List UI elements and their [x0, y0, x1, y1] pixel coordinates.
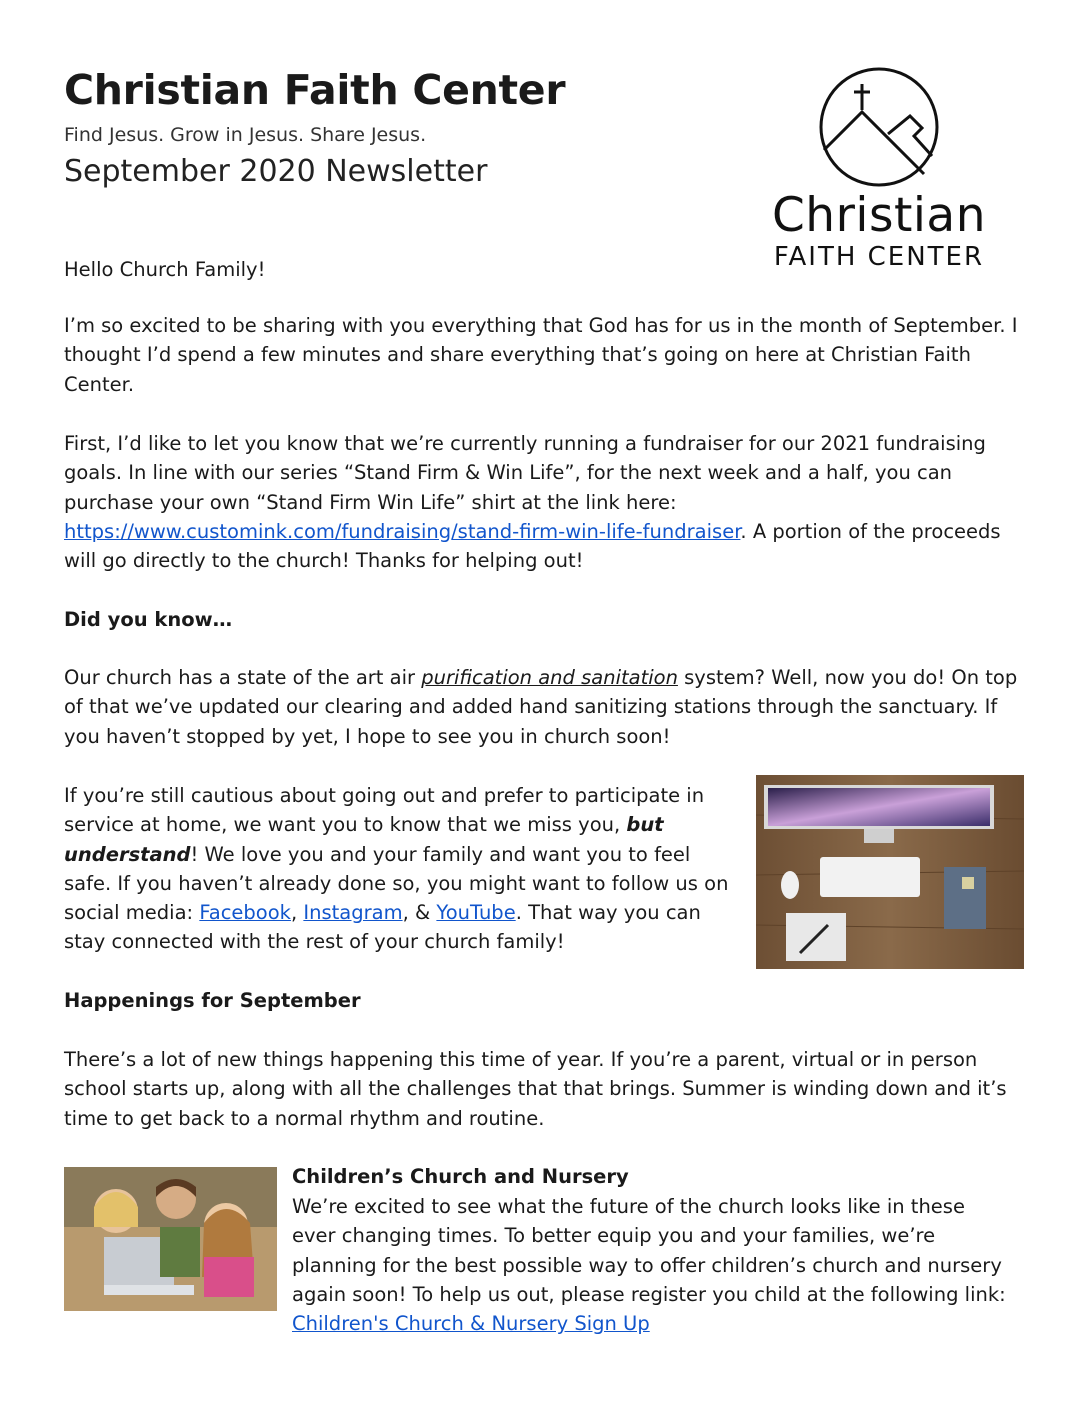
purification-paragraph: [64, 663, 1024, 751]
mountain-cross-icon: [814, 62, 944, 192]
logo-subtitle: FAITH CENTER: [773, 242, 985, 272]
purification-after: system? Well, now you do! On top of that we’ve updated our clearing and added hand sanitizing stations through the sanctuary. If you haven’t stopped by yet, I hope to see you in church soon!: [64, 666, 1018, 748]
cautious-after: . That way you can stay connected with the rest of your church family!: [64, 901, 701, 954]
fundraiser-text: First, I’d like to let you know that we’re currently running a fundraiser for our 2021 fundraising goals. In line with our series “Stand Firm & Win Life”, for the next week and a half, you can purchase your own “Stand Firm Win Life” shirt at the link here:: [64, 432, 986, 514]
church-logo: [748, 62, 1010, 276]
purification-emphasis: purification and sanitation: [421, 666, 678, 689]
intro-paragraph: I’m so excited to be sharing with you everything that God has for us in the month of September. I thought I’d spend a few minutes and share everything that’s going on here at Christian Faith Center.: [64, 314, 1018, 396]
newsletter-subtitle: September 2020 Newsletter: [64, 154, 488, 189]
children-photo: [64, 1167, 277, 1311]
separator-2: , &: [402, 901, 437, 925]
newsletter-title: Christian Faith Center: [64, 66, 566, 114]
children-signup-link[interactable]: Children's Church & Nursery Sign Up: [292, 1312, 650, 1336]
purification-before: Our church has a state of the art air: [64, 666, 422, 689]
fundraiser-link[interactable]: https://www.customink.com/fundraising/stand-firm-win-life-fundraiser: [64, 519, 741, 543]
instagram-link[interactable]: Instagram: [303, 901, 403, 925]
cautious-before: If you’re still cautious about going out and prefer to participate in service at home, we want you to know that we miss you,: [64, 784, 705, 837]
happenings-paragraph: There’s a lot of new things happening this time of year. If you’re a parent, virtual or in person school starts up, along with all the challenges that that brings. Summer is winding down and it’s time to get back to a normal rhythm and routine.: [64, 1048, 1007, 1130]
tagline: Find Jesus. Grow in Jesus. Share Jesus.: [64, 124, 427, 146]
happenings-heading: Happenings for September: [64, 989, 361, 1012]
cautious-middle: ! We love you and your family and want you to feel safe. If you haven’t already done so, you might want to follow us on social media:: [64, 842, 729, 925]
cautious-paragraph: [64, 781, 736, 957]
fundraiser-after: . A portion of the proceeds will go directly to the church! Thanks for helping out!: [64, 519, 1001, 573]
fundraiser-paragraph: [64, 429, 1024, 575]
children-text: We’re excited to see what the future of the church looks like in these ever changing times. To better equip you and your families, we’re planning for the best possible way to offer children’s church and nursery again soon! To help us out, please register you child at the following link:: [292, 1195, 1006, 1306]
greeting: Hello Church Family!: [64, 258, 266, 281]
separator-1: ,: [290, 901, 304, 925]
logo-wordmark: Christian: [771, 188, 987, 243]
youtube-link[interactable]: YouTube: [436, 901, 516, 925]
cautious-emphasis: but understand: [64, 813, 664, 866]
facebook-link[interactable]: Facebook: [199, 901, 291, 925]
children-heading: Children’s Church and Nursery: [292, 1165, 629, 1188]
children-paragraph: [292, 1192, 1012, 1338]
desk-photo: [756, 775, 1024, 969]
did-you-know-heading: Did you know…: [64, 608, 233, 631]
